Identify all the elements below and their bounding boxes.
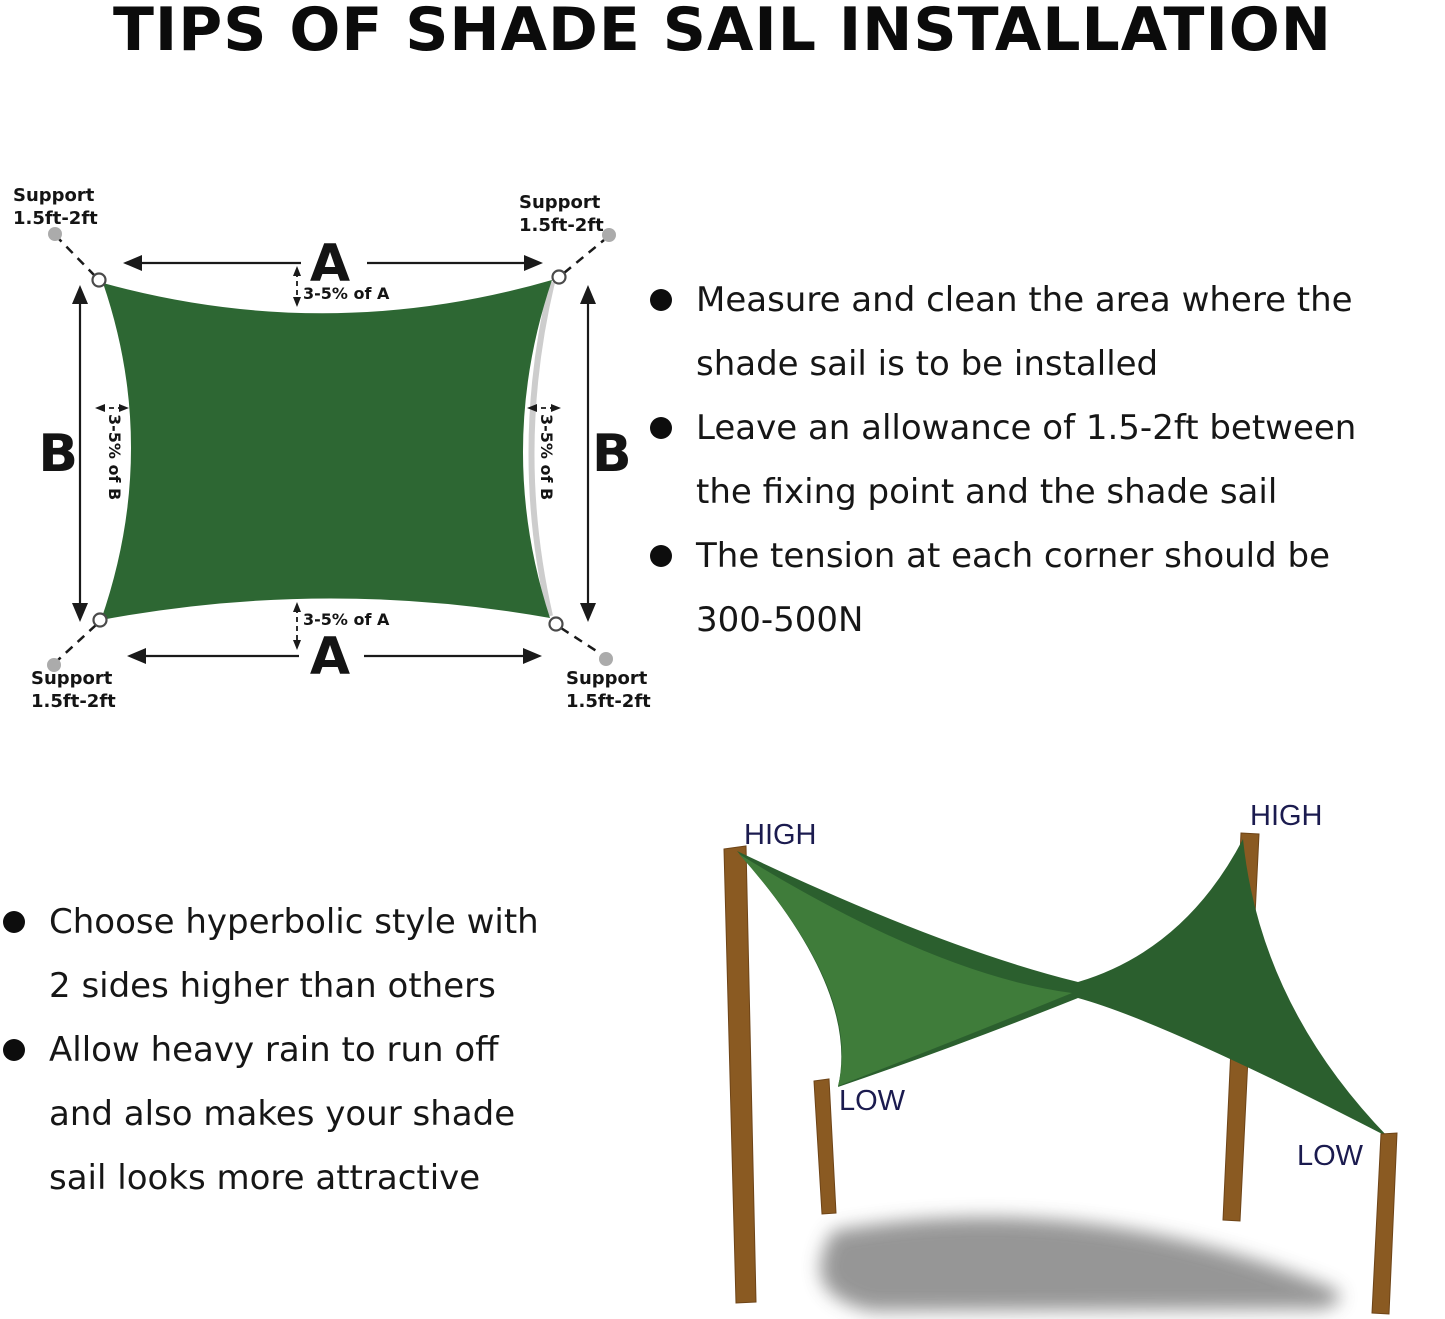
tip-line: and also makes your shade [49, 1094, 516, 1134]
anchor-dot-bottom-right [599, 652, 613, 666]
sag-indicator-left [95, 404, 129, 412]
support-label-text: Support [13, 185, 95, 206]
dimension-letter-a-bottom: A [309, 627, 351, 687]
sag-label-left: 3-5% of B [105, 414, 124, 501]
tip-line: The tension at each corner should be [696, 536, 1331, 576]
support-line-bottom-right [561, 628, 601, 654]
installation-tips-list [650, 268, 1356, 652]
dimension-letter-b-left: B [38, 424, 78, 484]
tip-line: sail looks more attractive [49, 1158, 481, 1198]
tip-line: Choose hyperbolic style with [49, 902, 539, 942]
hyperbolic-illustration [724, 833, 1397, 1314]
support-label-bottom-left [31, 667, 116, 713]
sag-indicator-bottom [293, 602, 301, 650]
low-label-left: LOW [839, 1085, 906, 1117]
corner-ring-top-left [93, 274, 106, 287]
support-distance-text: 1.5ft-2ft [13, 208, 98, 229]
corner-ring-bottom-left [94, 614, 107, 627]
page-title: TIPS OF SHADE SAIL INSTALLATION [112, 0, 1333, 65]
high-label-left: HIGH [744, 819, 817, 851]
high-label-right: HIGH [1250, 800, 1323, 832]
support-label-text: Support [31, 668, 113, 689]
style-tips-list [3, 890, 539, 1210]
support-line-top-left [59, 239, 95, 276]
post-low-right [1372, 1133, 1397, 1314]
support-distance-text: 1.5ft-2ft [566, 691, 651, 712]
bullet-dot [3, 1039, 25, 1061]
list-item [650, 268, 1356, 396]
corner-ring-bottom-right [550, 618, 563, 631]
list-item [650, 524, 1356, 652]
sag-label-right: 3-5% of B [537, 414, 556, 501]
post-high-left [724, 846, 756, 1303]
tip-line: shade sail is to be installed [696, 344, 1159, 384]
support-label-top-left [13, 184, 98, 230]
tip-line: Leave an allowance of 1.5-2ft between [696, 408, 1357, 448]
bullet-dot [650, 417, 672, 439]
support-label-text: Support [519, 192, 601, 213]
sag-label-top: 3-5% of A [303, 284, 390, 303]
sag-indicator-top [293, 266, 301, 307]
tip-line: the fixing point and the shade sail [696, 472, 1278, 512]
support-label-text: Support [566, 668, 648, 689]
support-distance-text: 1.5ft-2ft [31, 691, 116, 712]
tip-line: Allow heavy rain to run off [49, 1030, 499, 1070]
support-line-bottom-left [58, 625, 96, 660]
shade-sail-plan [101, 280, 556, 620]
support-label-bottom-right [566, 667, 651, 713]
support-label-top-right [519, 191, 604, 237]
dimension-letter-b-right: B [592, 424, 632, 484]
list-item [650, 396, 1356, 524]
ground-shadow [820, 1217, 1340, 1311]
tip-line: 300-500N [696, 600, 864, 640]
corner-ring-top-right [553, 271, 566, 284]
anchor-dot-top-right [602, 228, 616, 242]
low-label-right: LOW [1297, 1140, 1364, 1172]
bullet-dot [650, 545, 672, 567]
bullet-dot [3, 911, 25, 933]
tip-line: 2 sides higher than others [49, 966, 496, 1006]
tip-line: Measure and clean the area where the [696, 280, 1353, 320]
bullet-dot [650, 289, 672, 311]
post-low-left [814, 1079, 836, 1214]
list-item [3, 1018, 539, 1210]
list-item [3, 890, 539, 1018]
support-distance-text: 1.5ft-2ft [519, 215, 604, 236]
sag-label-bottom: 3-5% of A [303, 610, 390, 629]
support-line-top-right [564, 240, 604, 273]
dimension-letter-a-top: A [309, 234, 351, 294]
